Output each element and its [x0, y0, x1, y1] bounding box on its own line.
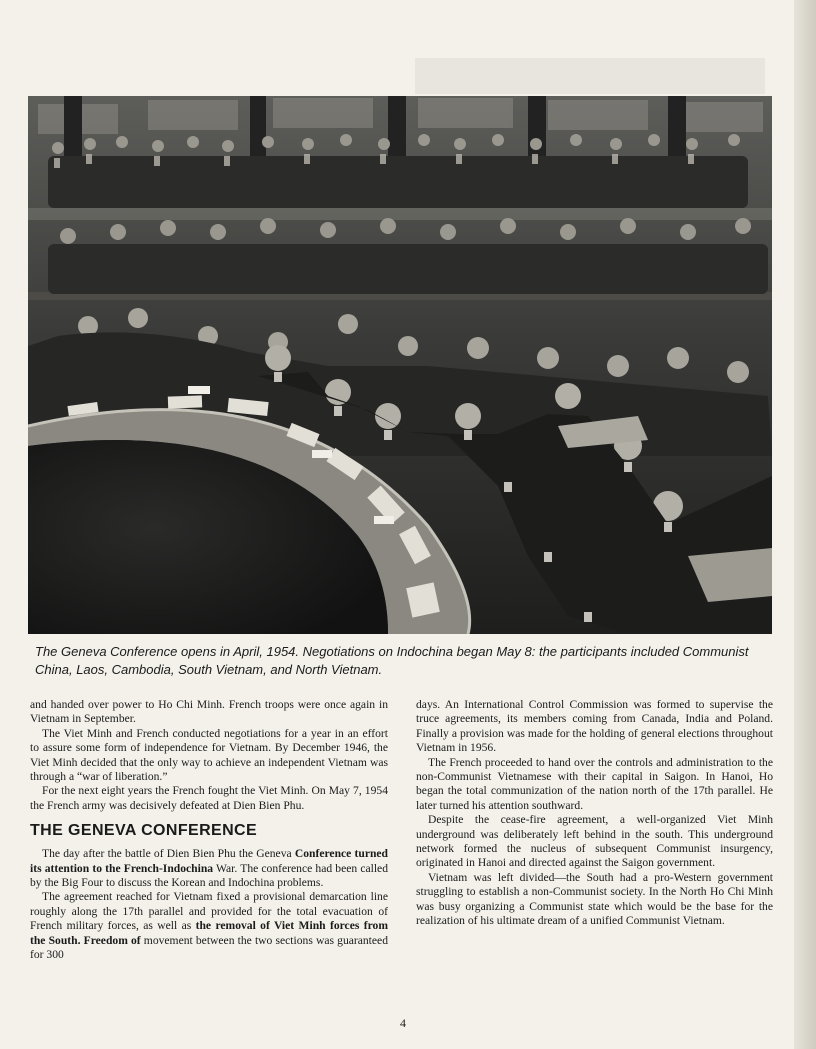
bold-text-run: Conference turned its attention to the French-Indochina — [30, 847, 389, 875]
paragraph: The French proceeded to hand over the controls and administration to the non-Communist Vietnamese with their capital in Saigon. In Hanoi, Ho began the total communization of the nation north of the 17th parallel. He later turned his attention southward. — [416, 755, 773, 812]
paragraph: and handed over power to Ho Chi Minh. French troops were once again in Vietnam in September. — [30, 698, 388, 726]
text-run: The day after the battle of Dien Bien Phu the Geneva — [42, 847, 295, 861]
conference-photo — [28, 96, 772, 634]
text-run: War. The conference had been called by the Big Four to discuss the Korean and Indochina problems. — [30, 861, 388, 890]
right-column — [416, 698, 773, 929]
paragraph: days. An International Control Commission was formed to supervise the truce agreements, its members coming from Canada, India and Poland. Finally a provision was made for the holding of general elections throughout Vietnam in 1956. — [416, 698, 773, 755]
paragraph: For the next eight years the French fought the Viet Minh. On May 7, 1954 the French army was decisively defeated at Dien Bien Phu. — [30, 784, 388, 812]
text-run: The agreement reached for Vietnam fixed a provisional demarcation line roughly along the 17th parallel and provided for the total evacuation of French military forces, as well as — [30, 890, 388, 933]
bleed-through-title — [68, 56, 398, 82]
left-column — [30, 698, 388, 963]
bold-text-run: the removal of Viet Minh forces from the South. Freedom of — [30, 919, 388, 947]
paragraph — [30, 890, 388, 962]
page-edge-shadow — [794, 0, 816, 1049]
bleed-through-block — [415, 58, 765, 94]
paragraph: Vietnam was left divided—the South had a pro-Western government struggling to establish a non-Communist society. In the North Ho Chi Minh was busy organizing a Communist state which would be the base for the realization of his ultimate dream of a unified Communist Vietnam. — [416, 870, 773, 928]
text-run: movement between the two sections was guaranteed for 300 — [30, 933, 388, 962]
paragraph — [30, 847, 388, 890]
photo-caption: The Geneva Conference opens in April, 1954. Negotiations on Indochina began May 8: the participants included Communist China, Laos, Cambodia, South Vietnam, and North Vietnam. — [35, 644, 749, 677]
page-number: 4 — [400, 1016, 406, 1030]
section-heading: THE GENEVA CONFERENCE — [30, 822, 258, 840]
paragraph: The Viet Minh and French conducted negotiations for a year in an effort to assure some form of independence for Vietnam. By December 1946, the Viet Minh decided that the only way to achieve an independent Vietnam was through a “war of liberation.” — [30, 726, 388, 784]
paragraph: Despite the cease-fire agreement, a well-organized Viet Minh underground was deliberately left behind in the south. This underground network formed the nucleus of subsequent Communist insurgency, originated in Hanoi and directed against the Saigon government. — [416, 813, 773, 870]
